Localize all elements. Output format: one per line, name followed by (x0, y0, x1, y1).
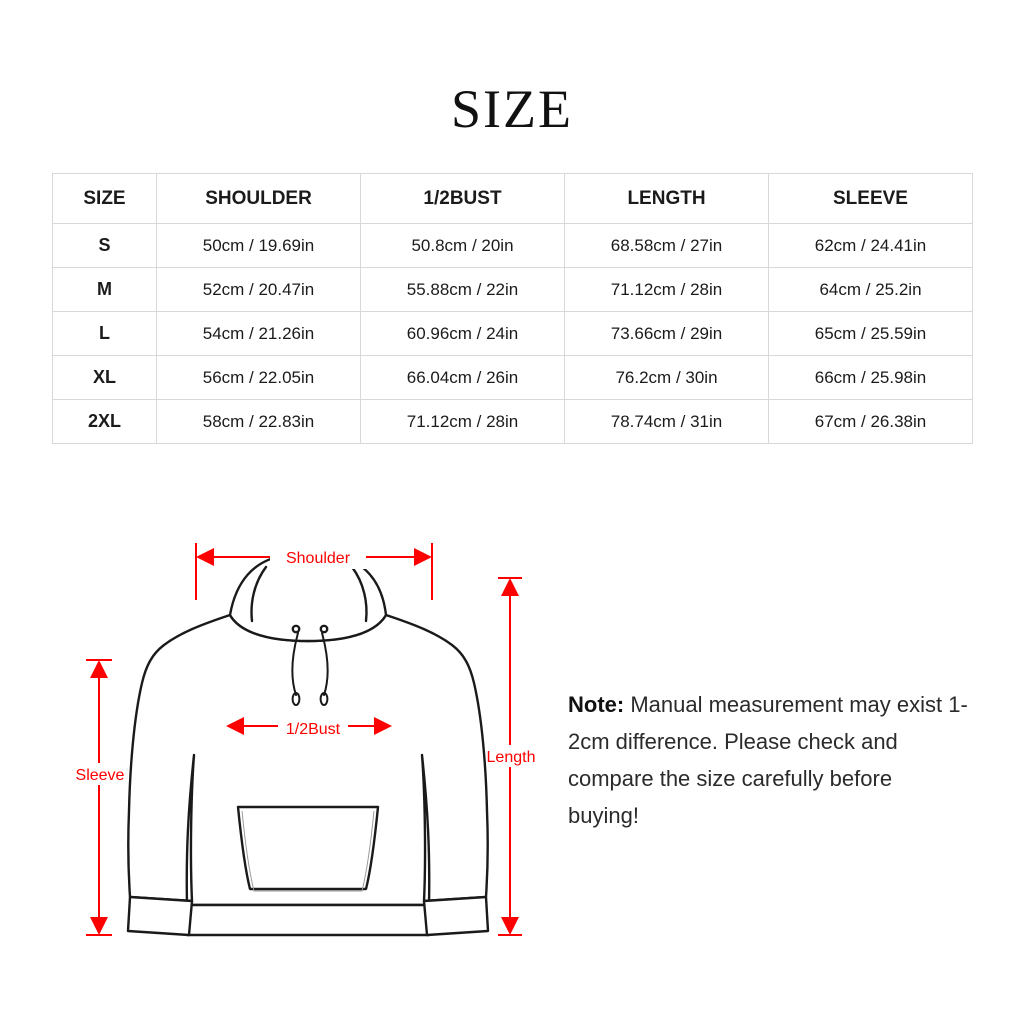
cell-sleeve: 62cm / 24.41in (769, 224, 973, 268)
cell-length: 73.66cm / 29in (565, 312, 769, 356)
hoodie-outline (128, 554, 488, 935)
cell-shoulder: 52cm / 20.47in (157, 268, 361, 312)
cell-shoulder: 50cm / 19.69in (157, 224, 361, 268)
table-row (53, 356, 973, 400)
bust-label: 1/2Bust (285, 721, 341, 738)
cell-sleeve: 64cm / 25.2in (769, 268, 973, 312)
eyelet-left (293, 626, 299, 632)
table-row (53, 312, 973, 356)
sleeve-label: Sleeve (75, 767, 125, 784)
cell-bust: 55.88cm / 22in (361, 268, 565, 312)
kangaroo-pocket (238, 807, 378, 889)
page-title: SIZE (451, 79, 573, 139)
hem-ribbing (187, 905, 429, 935)
column-header-size: SIZE (53, 174, 157, 224)
size-chart-table (52, 173, 973, 444)
eyelet-right (321, 626, 327, 632)
cell-bust: 50.8cm / 20in (361, 224, 565, 268)
cell-shoulder: 54cm / 21.26in (157, 312, 361, 356)
cell-size: M (53, 268, 157, 312)
column-header-shoulder: SHOULDER (157, 174, 361, 224)
shoulder-label: Shoulder (285, 550, 351, 567)
cell-sleeve: 67cm / 26.38in (769, 400, 973, 444)
cell-shoulder: 56cm / 22.05in (157, 356, 361, 400)
cell-sleeve: 65cm / 25.59in (769, 312, 973, 356)
cell-length: 68.58cm / 27in (565, 224, 769, 268)
cell-size: L (53, 312, 157, 356)
table-header-row (53, 174, 973, 224)
table-row (53, 400, 973, 444)
column-header-sleeve: SLEEVE (769, 174, 973, 224)
length-label: Length (486, 749, 536, 766)
cell-size: S (53, 224, 157, 268)
cell-bust: 66.04cm / 26in (361, 356, 565, 400)
cell-sleeve: 66cm / 25.98in (769, 356, 973, 400)
cell-length: 71.12cm / 28in (565, 268, 769, 312)
cell-length: 76.2cm / 30in (565, 356, 769, 400)
measurement-note (568, 686, 968, 834)
column-header-length: LENGTH (565, 174, 769, 224)
cell-size: XL (53, 356, 157, 400)
cuff-left (128, 897, 192, 935)
table-row (53, 224, 973, 268)
table-row (53, 268, 973, 312)
sleeve-measure-line (86, 660, 112, 935)
cell-bust: 60.96cm / 24in (361, 312, 565, 356)
note-text: Manual measurement may exist 1-2cm difference. Please check and compare the size carefully before buying! (568, 692, 968, 828)
note-label: Note: (568, 692, 625, 717)
cell-size: 2XL (53, 400, 157, 444)
cell-shoulder: 58cm / 22.83in (157, 400, 361, 444)
hoodie-measurement-diagram (60, 505, 560, 975)
cell-length: 78.74cm / 31in (565, 400, 769, 444)
cuff-right (424, 897, 488, 935)
column-header-bust: 1/2BUST (361, 174, 565, 224)
cell-bust: 71.12cm / 28in (361, 400, 565, 444)
